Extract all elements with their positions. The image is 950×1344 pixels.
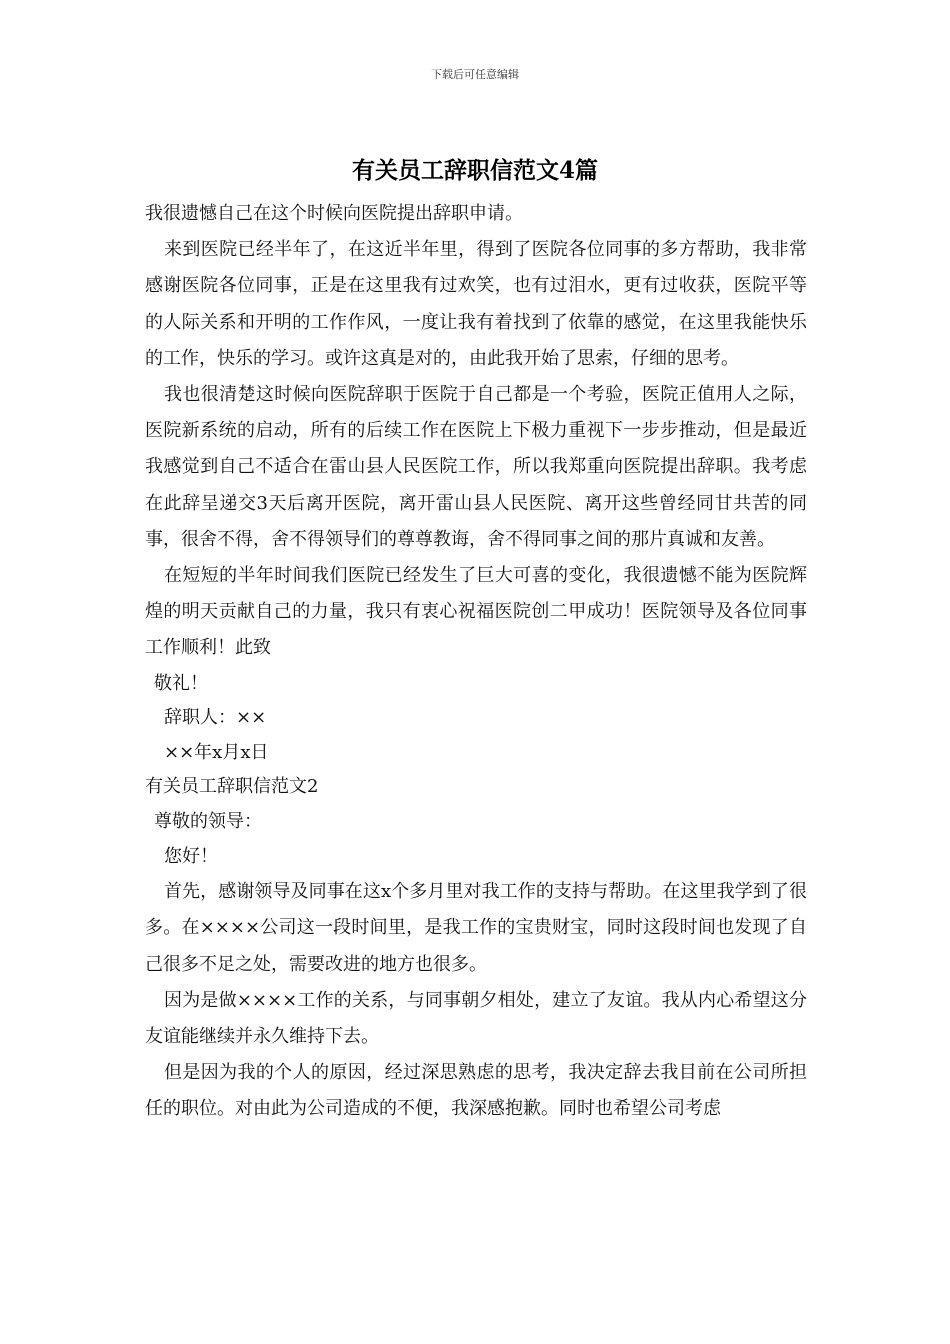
- document-title: 有关员工辞职信范文4篇: [351, 157, 598, 184]
- paragraph-5: 首先，感谢领导及同事在这x个多月里对我工作的支持与帮助。在这里我学到了很多。在××××公司这一段时间里，是我工作的宝贵财宝，同时这段时间也发现了自己很多不足之处，需要改进的地方也很多。: [145, 881, 807, 975]
- date-line: ××年x月x日: [164, 741, 269, 763]
- paragraph-2: 来到医院已经半年了，在这近半年里，得到了医院各位同事的多方帮助，我非常感谢医院各位同事，正是在这里我有过欢笑，也有过泪水，更有过收获，医院平等的人际关系和开明的工作作风，一度让我有着找到了依靠的感觉，在这里我能快乐的工作，快乐的学习。或许这真是对的，由此我开始了思索，仔细的思考。: [145, 239, 807, 369]
- closing-line: 敬礼！: [154, 672, 208, 694]
- document-body: [145, 196, 807, 1128]
- paragraph-1: 我很遗憾自己在这个时候向医院提出辞职申请。: [145, 203, 523, 224]
- header-note: 下载后可任意编辑: [431, 68, 519, 81]
- greeting-line: 您好！: [164, 845, 218, 867]
- paragraph-3: 我也很清楚这时候向医院辞职于医院于自己都是一个考验，医院正值用人之际，医院新系统的启动，所有的后续工作在医院上下极力重视下一步步推动，但是最近我感觉到自己不适合在雷山县人民医院工作，所以我郑重向医院提出辞职。我考虑在此辞呈递交3天后离开医院，离开雷山县人民医院、离开这些曾经同甘共苦的同事，很舍不得，舍不得领导们的尊尊教诲，舍不得同事之间的那片真诚和友善。: [145, 384, 807, 550]
- paragraph-7: 但是因为我的个人的原因，经过深思熟虑的思考，我决定辞去我目前在公司所担任的职位。对由此为公司造成的不便，我深感抱歉。同时也希望公司考虑: [145, 1062, 807, 1120]
- paragraph-4: 在短短的半年时间我们医院已经发生了巨大可喜的变化，我很遗憾不能为医院辉煌的明天贡献自己的力量，我只有衷心祝福医院创二甲成功！医院领导及各位同事工作顺利！此致: [145, 565, 807, 659]
- signer-line: 辞职人：××: [164, 707, 267, 729]
- salutation-line: 尊敬的领导：: [154, 811, 262, 833]
- section-2-title: 有关员工辞职信范文2: [145, 776, 319, 798]
- paragraph-6: 因为是做××××工作的关系，与同事朝夕相处，建立了友谊。我从内心希望这分友谊能继续并永久维持下去。: [145, 989, 807, 1048]
